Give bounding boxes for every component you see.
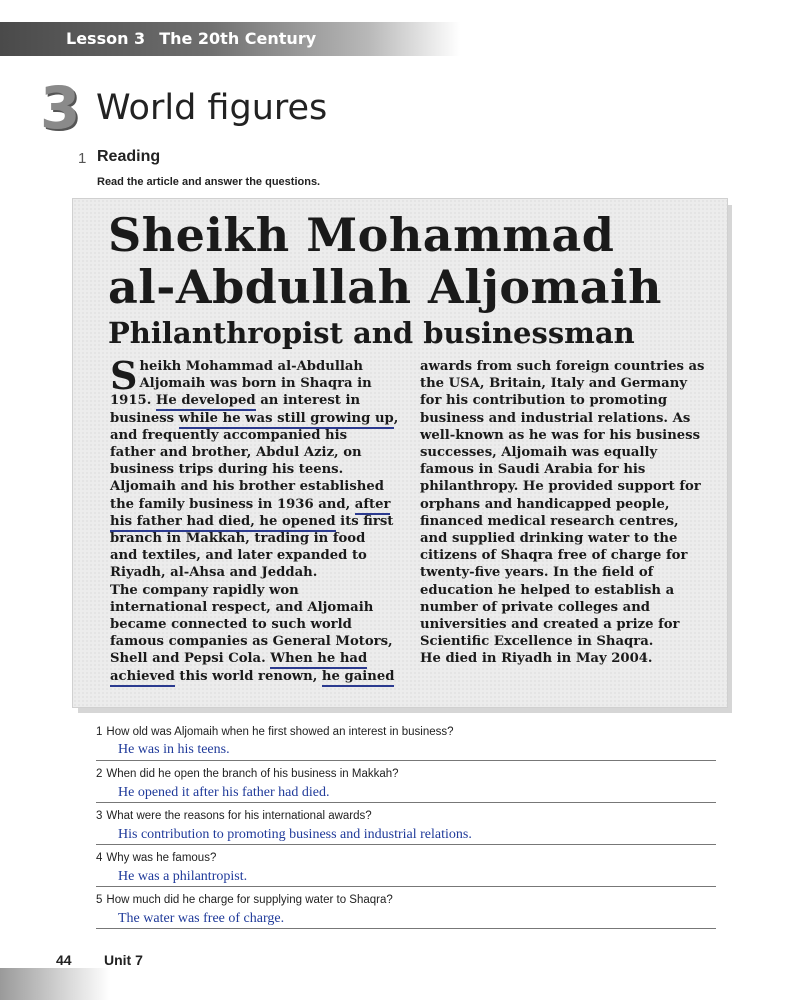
- exercise-number: 1: [78, 150, 87, 167]
- answer-3[interactable]: His contribution to promoting business and industrial relations.: [118, 827, 472, 842]
- article-subheadline: Philanthropist and businessman: [108, 316, 635, 350]
- underlined-phrase: he gained: [322, 669, 395, 687]
- article-line: He died in Riyadh in May 2004.: [420, 651, 653, 667]
- drop-cap: S: [110, 353, 138, 398]
- article-line: number of private colleges and: [420, 599, 651, 615]
- article-line: The company rapidly won: [110, 582, 299, 598]
- question-number: 5: [96, 894, 103, 906]
- answer-4[interactable]: He was a philantropist.: [118, 869, 248, 884]
- question-text: Why was he famous?: [106, 852, 217, 864]
- article-line: famous companies as General Motors,: [110, 634, 393, 650]
- question-text: How much did he charge for supplying water to Shaqra?: [106, 894, 393, 906]
- answer-line: [96, 844, 716, 845]
- text-run: the family business in 1936 and,: [110, 496, 355, 512]
- page-number: 44: [56, 952, 72, 968]
- question-text: What were the reasons for his international awards?: [106, 810, 372, 822]
- article-line: philanthropy. He provided support for: [420, 479, 701, 495]
- article-column-right: [420, 358, 720, 668]
- article-line: twenty-five years. In the field of: [420, 565, 654, 581]
- text-run: an interest in: [255, 393, 361, 409]
- question-number: 3: [96, 810, 103, 822]
- underlined-phrase: his father had died, he opened: [110, 514, 336, 532]
- article-line: business trips during his teens.: [110, 462, 344, 478]
- text-run: Shell and Pepsi Cola.: [110, 651, 271, 667]
- answer-5[interactable]: The water was free of charge.: [118, 911, 285, 926]
- article-line: education he helped to establish a: [420, 582, 675, 598]
- question-5: [96, 894, 393, 906]
- article-line: citizens of Shaqra free of charge for: [420, 548, 688, 564]
- article-line: financed medical research centres,: [420, 513, 679, 529]
- article-line: [110, 392, 408, 409]
- text-run: 1915.: [110, 393, 156, 409]
- article-line: universities and created a prize for: [420, 617, 680, 633]
- article-line: [110, 650, 408, 667]
- article-line: father and brother, Abdul Aziz, on: [110, 445, 362, 461]
- article-line: branch in Makkah, trading in food: [110, 531, 366, 547]
- text-run: ,: [393, 410, 399, 426]
- article-line: and frequently accompanied his: [110, 427, 348, 443]
- article-line: Riyadh, al-Ahsa and Jeddah.: [110, 565, 318, 581]
- section-number: 3: [40, 74, 81, 142]
- article-line: Aljomaih was born in Shaqra in: [139, 376, 372, 392]
- underlined-phrase: He developed: [156, 393, 256, 411]
- section-title: World figures: [96, 88, 328, 128]
- article-column-left: [110, 353, 408, 685]
- answer-1[interactable]: He was in his teens.: [118, 742, 230, 757]
- question-2: [96, 768, 399, 780]
- article-line: successes, Aljomaih was equally: [420, 445, 658, 461]
- lesson-label: Lesson 3: [66, 29, 146, 48]
- question-4: [96, 852, 216, 864]
- footer-gradient: [0, 968, 110, 1000]
- underlined-phrase: achieved: [110, 669, 175, 687]
- answer-2[interactable]: He opened it after his father had died.: [118, 785, 330, 800]
- article-line: international respect, and Aljomaih: [110, 599, 374, 615]
- article-line: heikh Mohammad al-Abdullah: [139, 359, 363, 374]
- article-line: famous in Saudi Arabia for his: [420, 462, 646, 478]
- article-line: and textiles, and later expanded to: [110, 548, 367, 564]
- lesson-header: [66, 29, 316, 48]
- article-line: Aljomaih and his brother established: [110, 479, 384, 495]
- article-line: Scientific Excellence in Shaqra.: [420, 634, 654, 650]
- exercise-title: Reading: [97, 148, 161, 165]
- unit-label: Unit 7: [104, 952, 143, 968]
- question-1: [96, 726, 454, 738]
- question-text: How old was Aljomaih when he first showed an interest in business?: [106, 726, 454, 738]
- exercise-instruction: Read the article and answer the questions.: [97, 176, 321, 188]
- answer-line: [96, 760, 716, 761]
- answer-line: [96, 928, 716, 929]
- article-line: and supplied drinking water to the: [420, 531, 678, 547]
- article-line: business and industrial relations. As: [420, 410, 691, 426]
- text-run: its first: [335, 513, 394, 529]
- article-headline-line-1: Sheikh Mohammad: [108, 208, 615, 262]
- article-headline-line-2: al-Abdullah Aljomaih: [108, 260, 662, 314]
- article-line: [110, 496, 408, 513]
- article-line: for his contribution to promoting: [420, 393, 668, 409]
- text-run: this world renown,: [174, 668, 322, 684]
- article-line: well-known as he was for his business: [420, 427, 701, 443]
- article-line: became connected to such world: [110, 617, 352, 633]
- lesson-title: The 20th Century: [159, 29, 317, 48]
- underlined-phrase: after: [355, 497, 391, 515]
- article-line: [110, 513, 408, 530]
- question-number: 4: [96, 852, 103, 864]
- underlined-phrase: When he had: [270, 651, 367, 669]
- answer-line: [96, 802, 716, 803]
- text-run: business: [110, 410, 179, 426]
- question-3: [96, 810, 372, 822]
- question-number: 2: [96, 768, 103, 780]
- question-number: 1: [96, 726, 103, 738]
- article-line: [110, 668, 408, 685]
- answer-line: [96, 886, 716, 887]
- article-line: orphans and handicapped people,: [420, 496, 670, 512]
- question-text: When did he open the branch of his business in Makkah?: [106, 768, 399, 780]
- article-line: awards from such foreign countries as: [420, 359, 705, 374]
- article-line: [110, 410, 408, 427]
- article-line: the USA, Britain, Italy and Germany: [420, 376, 687, 392]
- underlined-phrase: while he was still growing up: [179, 411, 394, 429]
